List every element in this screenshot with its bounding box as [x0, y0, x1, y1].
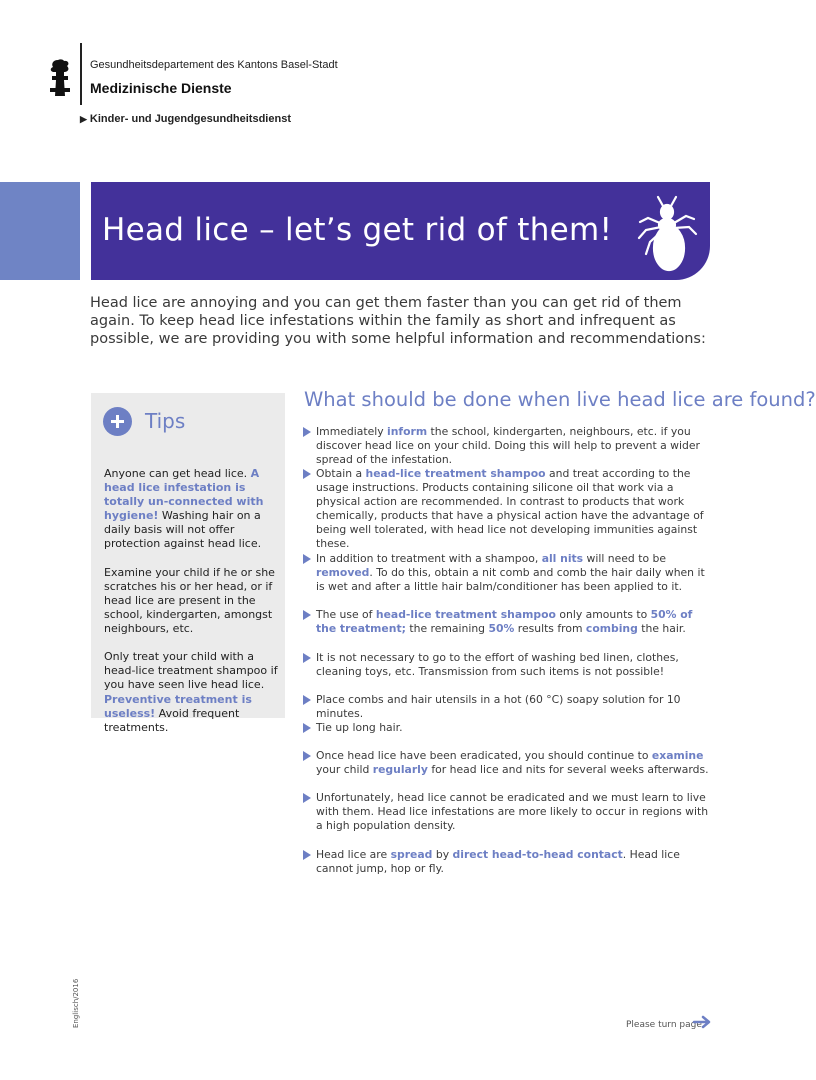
tip-text: Only treat your child with a head-lice treatment shampoo if you have seen live head lice. [104, 650, 278, 692]
list-item [303, 651, 715, 679]
list-item-text: In addition to treatment with a shampoo, all nits will need to be removed. To do this, obtain a nit comb and comb the hair daily when it is wet and after a little hair balm/conditioner has been applied to it. [316, 552, 705, 594]
tip-text: Washing hair on a daily basis will not offer protection against head lice. [104, 509, 262, 551]
tip-text: Avoid frequent treatments. [104, 706, 240, 734]
bullet-arrow-icon [303, 653, 311, 663]
list-item [303, 608, 715, 636]
tips-box [91, 393, 285, 734]
bullet-arrow-icon [303, 695, 311, 705]
tip-paragraph [104, 650, 279, 735]
list-item [303, 848, 715, 876]
list-item-text: Immediately inform the school, kindergarten, neighbours, etc. if you discover head lice on your child. Doing this will help to prevent a wider spread of the infestation. [316, 425, 700, 467]
turn-page-label: Please turn page [626, 1020, 702, 1030]
list-item [303, 693, 715, 721]
bullet-arrow-icon [303, 850, 311, 860]
tip-highlight: Preventive treatment is useless! [104, 692, 252, 720]
list-item-text: Unfortunately, head lice cannot be eradicated and we must learn to live with them. Head lice infestations are more likely to occur in regions with a high population density. [316, 791, 709, 833]
list-item [303, 791, 715, 833]
tip-highlight: A head lice infestation is totally un-connected with hygiene! [104, 467, 264, 523]
department-name: Gesundheitsdepartement des Kantons Basel-Stadt [90, 59, 338, 71]
tip-paragraph: Examine your child if he or she scratches his or her head, or if head lice are present in the school, kindergarten, amongst neighbours, etc. [104, 565, 275, 636]
bullet-arrow-icon [303, 723, 311, 733]
list-item [303, 467, 715, 552]
tip-paragraph [104, 467, 279, 552]
bullet-arrow-icon [303, 554, 311, 564]
plus-icon [103, 407, 132, 436]
bullet-arrow-icon [303, 793, 311, 803]
service-name [80, 113, 291, 125]
list-item-text: Obtain a head-lice treatment shampoo and treat according to the usage instructions. Products containing silicone oil that work via a physical action are recommended. In contrast to products that work chemically, products that have a physical action have the advantage of being well tolerated, with head lice not developing immunities against these. [316, 467, 704, 551]
list-item-text: It is not necessary to go to the effort of washing bed linen, clothes, cleaning toys, etc. Transmission from such items is not possible! [316, 651, 679, 679]
section-title: What should be done when live head lice are found? [304, 388, 816, 411]
tips-text [104, 467, 279, 749]
bullet-arrow-icon [303, 427, 311, 437]
list-item [303, 721, 715, 735]
bullet-arrow-icon [303, 469, 311, 479]
list-item-text: Once head lice have been eradicated, you should continue to examine your child regularly for head lice and nits for several weeks afterwards. [316, 749, 709, 777]
list-item-text: Head lice are spread by direct head-to-head contact. Head lice cannot jump, hop or fly. [316, 848, 680, 876]
louse-icon [634, 192, 700, 274]
intro-paragraph: Head lice are annoying and you can get them faster than you can get rid of them again. To keep head lice infestations within the family as short and infrequent as possible, we are providing you with some helpful information and recommendations: [90, 295, 706, 347]
banner-side-block [0, 182, 80, 280]
bullet-arrow-icon [303, 751, 311, 761]
list-item [303, 552, 715, 594]
triangle-bullet-icon: ▶ [80, 114, 87, 124]
unit-name: Medizinische Dienste [90, 80, 232, 96]
arrow-right-icon [693, 1015, 711, 1029]
bullet-arrow-icon [303, 610, 311, 620]
tip-text: Anyone can get head lice. [104, 467, 251, 480]
service-label: Kinder- und Jugendgesundheitsdienst [89, 113, 291, 125]
page-title: Head lice – let’s get rid of them! [102, 212, 613, 248]
list-item [303, 425, 715, 467]
list-item-text: Tie up long hair. [316, 721, 403, 734]
list-item-text: Place combs and hair utensils in a hot (60 °C) soapy solution for 10 minutes. [316, 693, 681, 721]
basel-crest-icon [46, 58, 74, 100]
list-item-text: The use of head-lice treatment shampoo only amounts to 50% of the treatment; the remaining 50% results from combing the hair. [316, 608, 693, 636]
title-banner [91, 182, 710, 280]
list-item [303, 749, 715, 777]
edition-label: Englisch/2016 [72, 978, 80, 1028]
tips-title: Tips [145, 409, 186, 433]
header-divider [80, 43, 82, 105]
